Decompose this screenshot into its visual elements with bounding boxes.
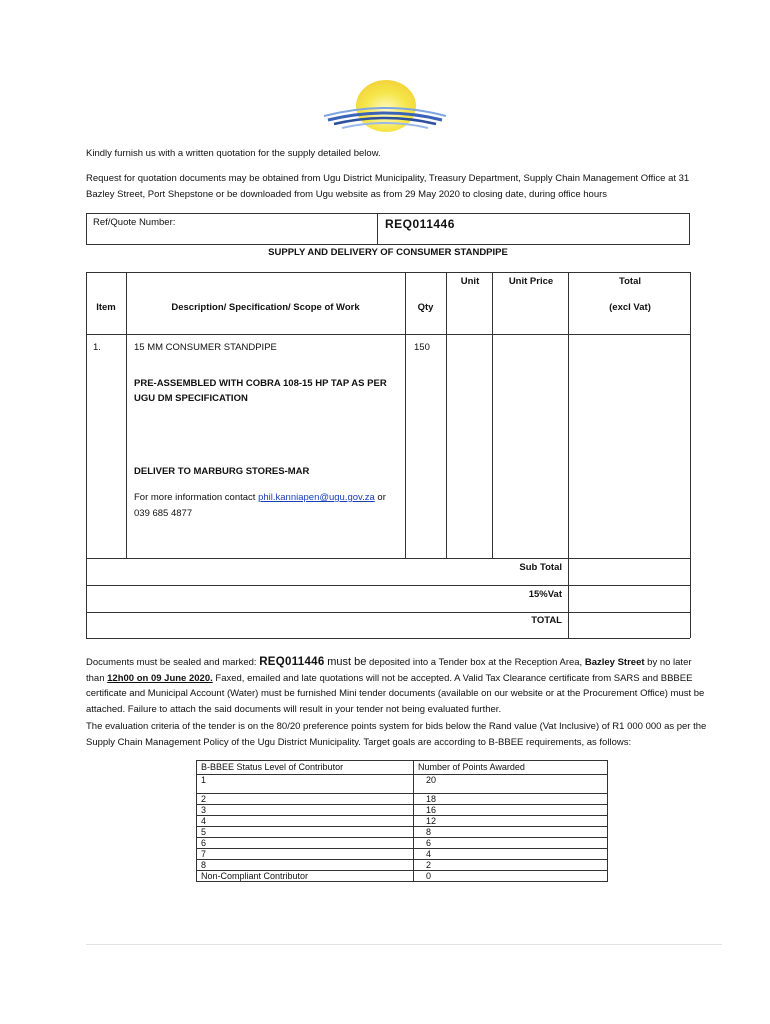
row-item-number: 1.	[93, 342, 101, 353]
bbbee-points-item: 16	[414, 805, 607, 816]
subtotal-label: Sub Total	[519, 562, 562, 573]
bbbee-points-item: 8	[414, 827, 607, 838]
table-title: SUPPLY AND DELIVERY OF CONSUMER STANDPIPE	[268, 247, 508, 258]
table-row	[197, 794, 608, 882]
ref-quote-box	[86, 213, 690, 245]
contact-or: or	[377, 492, 386, 503]
ref-quote-number: REQ011446	[385, 217, 455, 231]
intro-request-paragraph: Request for quotation documents may be obtained from Ugu District Municipality, Treasury Department, Supply Chain Management Office at 31 Bazley Street, Port Shepstone or be downloaded from Ugu website as from 29 May 2020 to closing date, during office hours	[86, 173, 690, 200]
header-unit-price: Unit Price	[508, 276, 554, 287]
instr-ref-number: REQ011446	[259, 656, 325, 668]
bbbee-points: 20	[414, 775, 608, 794]
instr-text-c: by no later than	[86, 657, 692, 684]
page-footer-divider	[86, 944, 722, 945]
header-item: Item	[96, 302, 116, 313]
intro-line: Kindly furnish us with a written quotation for the supply detailed below.	[86, 148, 381, 159]
header-qty: Qty	[417, 302, 434, 313]
bbbee-points-item: 12	[414, 816, 607, 827]
row-specification: PRE-ASSEMBLED WITH COBRA 108-15 HP TAP AS PER UGU DM SPECIFICATION	[134, 378, 387, 404]
bbbee-level-item: 4	[197, 816, 413, 827]
instr-deadline: 12h00 on 09 June 2020.	[107, 672, 213, 684]
contact-prefix: For more information contact	[134, 492, 256, 503]
row-qty: 150	[414, 342, 430, 353]
table-row	[197, 775, 608, 794]
instr-text-b: deposited into a Tender box at the Reception Area,	[369, 657, 583, 668]
vat-label: 15%Vat	[528, 589, 562, 600]
bbbee-level-item: 7	[197, 849, 413, 860]
instr-must-be: must be	[327, 656, 367, 668]
header-total: Total	[619, 276, 641, 287]
ref-divider	[377, 214, 378, 244]
bbbee-points-item: 18	[414, 794, 607, 805]
bbbee-levels-list	[197, 794, 414, 882]
municipality-logo	[320, 78, 450, 132]
bbbee-level-item: 3	[197, 805, 413, 816]
table-row	[197, 761, 608, 775]
contact-phone: 039 685 4877	[134, 508, 193, 519]
bbbee-points-item: 2	[414, 860, 607, 871]
header-total-sub: (excl Vat)	[609, 302, 651, 313]
header-unit: Unit	[460, 276, 480, 287]
bbbee-points-list	[414, 794, 608, 882]
instr-text-d: Faxed, emailed and late quotations will not be accepted. A Valid Tax Clearance certificate from SARS and BBBEE certificate and Municipal Account (Water) must be furnished Mini tender documents (available on our website or at the Procurement Office) must be attached. Failure to attach the said documents will result in your tender not being evaluated further.	[86, 672, 705, 715]
ref-quote-label: Ref/Quote Number:	[93, 217, 176, 228]
row-delivery: DELIVER TO MARBURG STORES-MAR	[134, 466, 310, 477]
row-description: 15 MM CONSUMER STANDPIPE	[134, 342, 277, 353]
bbbee-points-item: 6	[414, 838, 607, 849]
submission-instructions	[86, 655, 708, 717]
bbbee-points-item: 0	[426, 871, 432, 881]
row-contact	[134, 490, 402, 522]
bbbee-level-item: Non-Compliant Contributor	[201, 871, 309, 881]
bbbee-points-item: 4	[414, 849, 607, 860]
evaluation-paragraph: The evaluation criteria of the tender is on the 80/20 preference points system for bids below the Rand value (Vat Inclusive) of R1 000 000 as per the Supply Chain Management Policy of the Ugu District Municipality. Target goals are according to B-BBEE requirements, as follows:	[86, 721, 707, 748]
bbbee-header-level: B-BBEE Status Level of Contributor	[197, 761, 414, 775]
bbbee-header-points: Number of Points Awarded	[414, 761, 608, 775]
instr-place: Bazley Street	[584, 657, 645, 668]
bbbee-level-item: 6	[197, 838, 413, 849]
bbbee-level: 1	[197, 775, 414, 794]
header-description: Description/ Specification/ Scope of Work	[171, 302, 360, 313]
bbbee-level-item: 2	[197, 794, 413, 805]
instr-text-a: Documents must be sealed and marked:	[86, 657, 257, 668]
bbbee-points-table	[196, 760, 608, 882]
bbbee-level-item: 8	[197, 860, 413, 871]
total-label: TOTAL	[531, 615, 562, 626]
bbbee-level-item: 5	[197, 827, 413, 838]
contact-email-link[interactable]: phil.kanniapen@ugu.gov.za	[258, 492, 375, 503]
